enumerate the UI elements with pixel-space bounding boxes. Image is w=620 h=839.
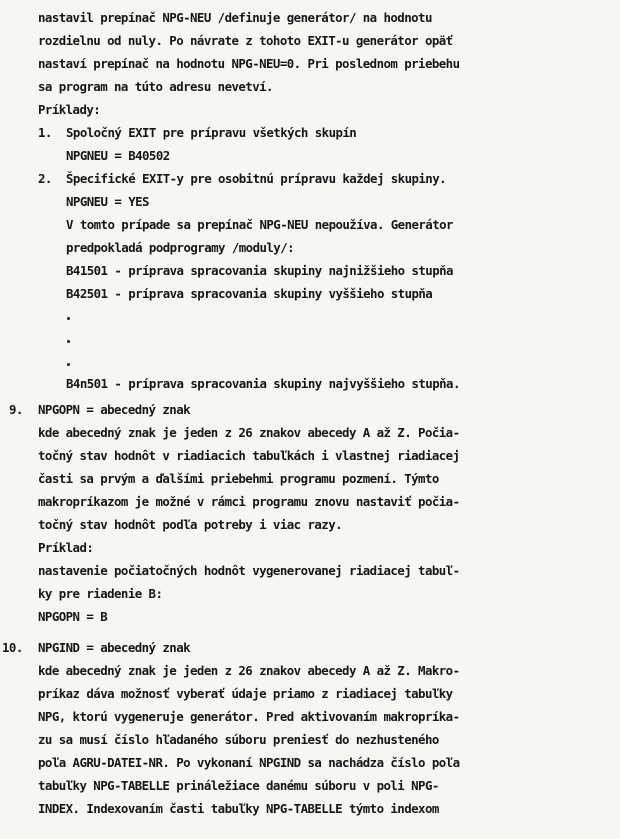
body-line: INDEX. Indexovaním časti tabuľky NPG-TABELLE týmto indexom	[38, 801, 439, 816]
body-line: časti sa prvým a ďalšími priebehmi programu pozmení. Týmto	[38, 471, 439, 486]
body-line: kde abecedný znak je jeden z 26 znakov abecedy A až Z. Počia-	[38, 425, 460, 440]
list-number: 1.	[38, 125, 52, 140]
body-line: točný stav hodnôt v riadiacich tabuľkách i vlastnej riadiacej	[38, 448, 460, 463]
section-number: 9.	[9, 402, 23, 417]
body-line: nastavenie počiatočných hodnôt vygenerovanej riadiacej tabuľ-	[38, 563, 460, 578]
examples-heading: Príklady:	[38, 102, 101, 117]
list-item-line: Špecifické EXIT-y pre osobitnú prípravu každej skupiny.	[66, 171, 447, 186]
section-number: 10.	[2, 640, 23, 655]
body-line: ky pre riadenie B:	[38, 586, 163, 601]
list-number: 2.	[38, 171, 52, 186]
code-line: NPGOPN = B	[38, 609, 108, 624]
module-line: B4n501 - príprava spracovania skupiny najvyššieho stupňa.	[66, 376, 460, 391]
ellipsis-dot	[67, 340, 70, 343]
intro-line: nastaví prepínač na hodnotu NPG-NEU=0. Pri poslednom priebehu	[38, 56, 460, 71]
body-line: makropríkazom je možné v rámci programu znovu nastaviť počia-	[38, 494, 460, 509]
module-line: B42501 - príprava spracovania skupiny vyššieho stupňa	[66, 286, 433, 301]
code-line: NPGNEU = B40502	[66, 148, 170, 163]
body-line: točný stav hodnôt podľa potreby i viac razy.	[38, 517, 343, 532]
body-line: NPG, ktorú vygeneruje generátor. Pred aktivovaním makropríka-	[38, 709, 460, 724]
intro-line: sa program na túto adresu nevetví.	[38, 79, 273, 94]
body-line: zu sa musí číslo hľadaného súboru preniesť do nezhusteného	[38, 732, 439, 747]
list-item-line: Spoločný EXIT pre prípravu všetkých skupín	[66, 125, 357, 140]
code-line: NPGNEU = YES	[66, 194, 149, 209]
list-item-line: V tomto prípade sa prepínač NPG-NEU nepoužíva. Generátor	[66, 217, 453, 232]
example-heading: Príklad:	[38, 540, 94, 555]
body-line: kde abecedný znak je jeden z 26 znakov abecedy A až Z. Makro-	[38, 663, 460, 678]
ellipsis-dot	[67, 363, 70, 366]
body-line: príkaz dáva možnosť vyberať údaje priamo z riadiacej tabuľky	[38, 686, 453, 701]
module-line: B41501 - príprava spracovania skupiny najnižšieho stupňa	[66, 263, 453, 278]
ellipsis-dot	[67, 317, 70, 320]
body-line: poľa AGRU-DATEI-NR. Po vykonaní NPGIND sa nachádza číslo poľa	[38, 755, 460, 770]
section-heading: NPGOPN = abecedný znak	[38, 402, 191, 417]
intro-line: rozdielnu od nuly. Po návrate z tohoto EXIT-u generátor opäť	[38, 33, 453, 48]
body-line: tabuľky NPG-TABELLE prináležiace danému súboru v poli NPG-	[38, 778, 439, 793]
section-heading: NPGIND = abecedný znak	[38, 640, 191, 655]
list-item-line: predpokladá podprogramy /moduly/:	[66, 240, 295, 255]
intro-line: nastavil prepínač NPG-NEU /definuje generátor/ na hodnotu	[38, 10, 432, 25]
